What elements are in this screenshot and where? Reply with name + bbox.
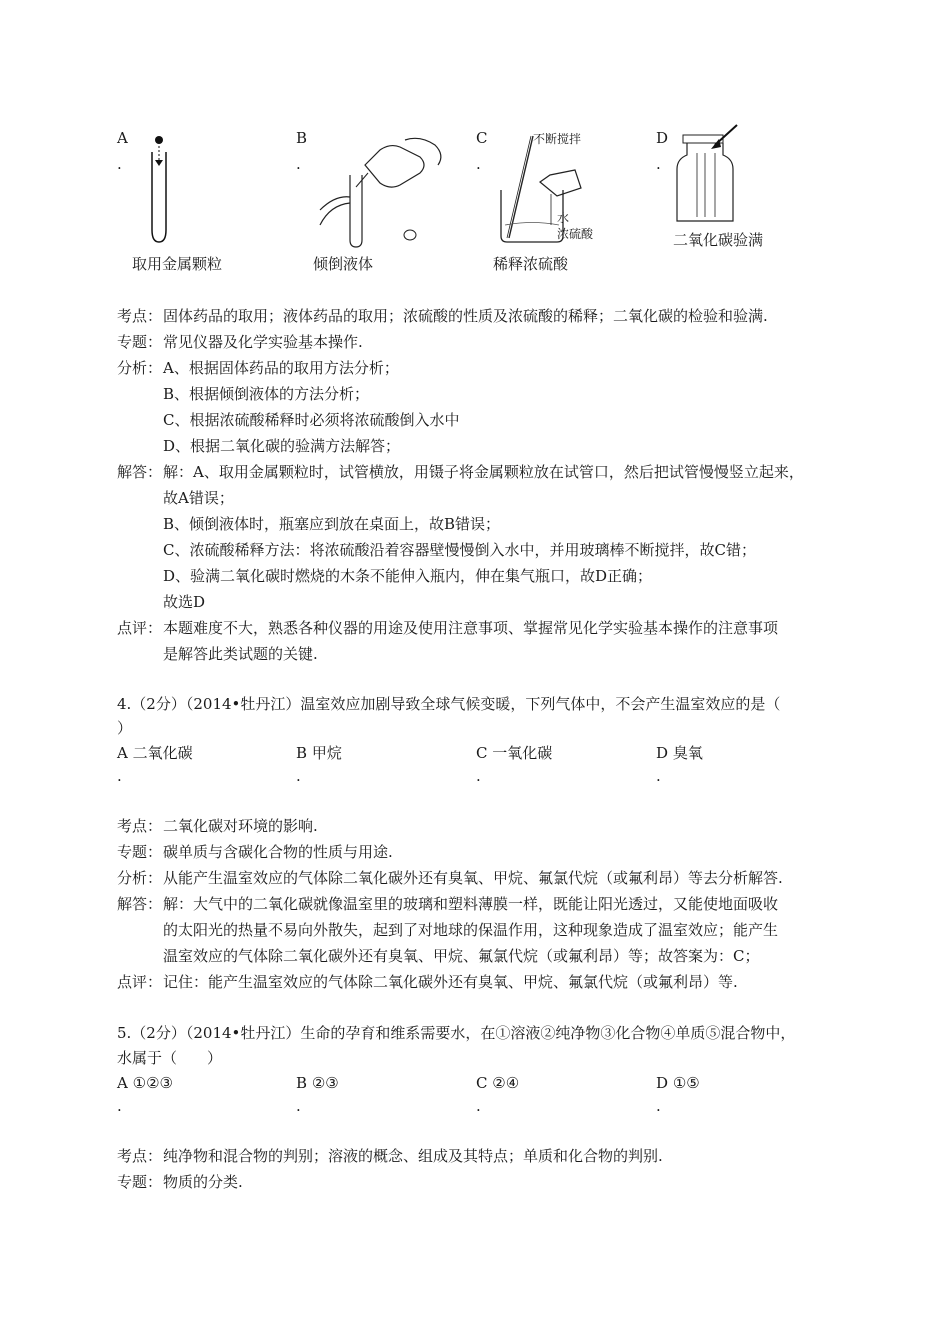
q4-option-b-dot: . xyxy=(296,767,301,785)
option-text: ①②③ xyxy=(132,1074,173,1092)
option-c-dot: . xyxy=(476,155,481,173)
q4-option-d-dot: . xyxy=(656,767,661,785)
stir-label: 不断搅拌 xyxy=(533,132,582,146)
option-text: ②④ xyxy=(492,1074,520,1092)
q4-option-a-dot: . xyxy=(117,767,122,785)
option-letter: D xyxy=(656,744,669,762)
q5-option-c[interactable] xyxy=(476,1073,519,1093)
option-letter: A xyxy=(117,1074,128,1092)
q4-jieda-label: 解答： xyxy=(117,895,163,913)
q4-option-a[interactable] xyxy=(117,743,193,763)
option-a-dot: . xyxy=(117,155,122,173)
q3-jieda-label: 解答： xyxy=(117,463,163,481)
q3-dianping-label: 点评： xyxy=(117,619,163,637)
option-text: ①⑤ xyxy=(672,1074,700,1092)
q4-zhuanti-label: 专题： xyxy=(117,843,163,861)
q4-jieda-line: 的太阳光的热量不易向外散失，起到了对地球的保温作用，这种现象造成了温室效应；能产生 xyxy=(163,921,779,939)
q5-option-a[interactable] xyxy=(117,1073,173,1093)
q5-option-c-dot: . xyxy=(476,1097,481,1115)
q5-option-a-dot: . xyxy=(117,1097,122,1115)
q3-zhuanti-label: 专题： xyxy=(117,333,163,351)
q5-zhuanti-label: 专题： xyxy=(117,1173,163,1191)
q4-stem-line: ） xyxy=(117,719,133,737)
q4-dianping-label: 点评： xyxy=(117,973,163,991)
option-b-letter: B xyxy=(296,129,308,147)
q4-option-b[interactable] xyxy=(296,743,342,763)
q4-jieda-line: 温室效应的气体除二氧化碳外还有臭氧、甲烷、氟氯代烷（或氟利昂）等；故答案为：C； xyxy=(163,947,760,965)
option-a-caption: 取用金属颗粒 xyxy=(132,255,223,273)
q4-jieda-line: 解：大气中的二氧化碳就像温室里的玻璃和塑料薄膜一样，既能让阳光透过，又能使地面吸收 xyxy=(163,895,779,913)
q5-option-d[interactable] xyxy=(656,1073,700,1093)
q5-kaodian: 纯净物和混合物的判别；溶液的概念、组成及其特点；单质和化合物的判别. xyxy=(163,1147,663,1165)
q3-jieda-line: 故A错误； xyxy=(163,489,234,507)
option-text: 二氧化碳 xyxy=(132,744,193,762)
q4-kaodian: 二氧化碳对环境的影响. xyxy=(163,817,318,835)
option-text: 一氧化碳 xyxy=(492,744,553,762)
option-letter: D xyxy=(656,1074,669,1092)
q3-kaodian-label: 考点： xyxy=(117,307,163,325)
q3-jieda-line: 解：A、取用金属颗粒时，试管横放，用镊子将金属颗粒放在试管口，然后把试管慢慢竖立起来， xyxy=(163,463,804,481)
test-tube-metal-granule-figure xyxy=(140,130,180,250)
option-c-caption: 稀释浓硫酸 xyxy=(493,255,569,273)
option-d-caption: 二氧化碳验满 xyxy=(673,231,764,249)
option-letter: A xyxy=(117,744,128,762)
option-a-letter: A xyxy=(117,129,128,147)
q3-jieda-line: 故选D xyxy=(163,593,206,611)
option-letter: B xyxy=(296,744,308,762)
option-b-caption: 倾倒液体 xyxy=(313,255,374,273)
q4-fenxi-label: 分析： xyxy=(117,869,163,887)
q4-dianping: 记住：能产生温室效应的气体除二氧化碳外还有臭氧、甲烷、氟氯代烷（或氟利昂）等. xyxy=(163,973,738,991)
option-text: 臭氧 xyxy=(672,744,703,762)
q5-option-d-dot: . xyxy=(656,1097,661,1115)
q4-fenxi: 从能产生温室效应的气体除二氧化碳外还有臭氧、甲烷、氟氯代烷（或氟利昂）等去分析解答. xyxy=(163,869,783,887)
option-letter: C xyxy=(476,744,488,762)
q5-stem-line: 水属于（ ） xyxy=(117,1049,223,1067)
option-text: ②③ xyxy=(311,1074,339,1092)
q3-dianping-line: 是解答此类试题的关键. xyxy=(163,645,318,663)
q3-jieda-line: D、验满二氧化碳时燃烧的木条不能伸入瓶内，伸在集气瓶口，故D正确； xyxy=(163,567,653,585)
q3-jieda-line: C、浓硫酸稀释方法：将浓硫酸沿着容器壁慢慢倒入水中，并用玻璃棒不断搅拌，故C错； xyxy=(163,541,756,559)
acid-label: 浓硫酸 xyxy=(557,227,594,241)
option-text: 甲烷 xyxy=(311,744,342,762)
option-d-dot: . xyxy=(656,155,661,173)
q3-kaodian: 固体药品的取用；液体药品的取用；浓硫酸的性质及浓硫酸的稀释；二氧化碳的检验和验满. xyxy=(163,307,768,325)
q5-option-b-dot: . xyxy=(296,1097,301,1115)
q3-fenxi-line: C、根据浓硫酸稀释时必须将浓硫酸倒入水中 xyxy=(163,411,460,429)
option-b-dot: . xyxy=(296,155,301,173)
q4-zhuanti: 碳单质与含碳化合物的性质与用途. xyxy=(163,843,393,861)
q4-option-c-dot: . xyxy=(476,767,481,785)
pouring-liquid-figure xyxy=(310,135,460,250)
q3-fenxi-label: 分析： xyxy=(117,359,163,377)
q5-kaodian-label: 考点： xyxy=(117,1147,163,1165)
q3-jieda-line: B、倾倒液体时，瓶塞应到放在桌面上，故B错误； xyxy=(163,515,501,533)
q3-dianping-line: 本题难度不大，熟悉各种仪器的用途及使用注意事项、掌握常见化学实验基本操作的注意事项 xyxy=(163,619,779,637)
q5-zhuanti: 物质的分类. xyxy=(163,1173,243,1191)
q4-stem-line: 4.（2分）（2014•牡丹江）温室效应加剧导致全球气候变暖，下列气体中，不会产生温室效应的是（ xyxy=(117,695,781,713)
q3-fenxi-line: D、根据二氧化碳的验满方法解答； xyxy=(163,437,401,455)
q3-fenxi-line: A、根据固体药品的取用方法分析； xyxy=(163,359,399,377)
q4-option-d[interactable] xyxy=(656,743,703,763)
option-letter: B xyxy=(296,1074,308,1092)
q4-option-c[interactable] xyxy=(476,743,552,763)
option-letter: C xyxy=(476,1074,488,1092)
gas-bottle-co2-test-figure xyxy=(675,125,750,225)
q5-option-b[interactable] xyxy=(296,1073,339,1093)
q3-zhuanti: 常见仪器及化学实验基本操作. xyxy=(163,333,363,351)
option-c-letter: C xyxy=(476,129,488,147)
q4-kaodian-label: 考点： xyxy=(117,817,163,835)
water-label: 水 xyxy=(557,211,570,225)
option-d-letter: D xyxy=(656,129,669,147)
q5-stem-line: 5.（2分）（2014•牡丹江）生命的孕育和维系需要水，在①溶液②纯净物③化合物④单质⑤混合物中， xyxy=(117,1024,796,1042)
q3-fenxi-line: B、根据倾倒液体的方法分析； xyxy=(163,385,370,403)
